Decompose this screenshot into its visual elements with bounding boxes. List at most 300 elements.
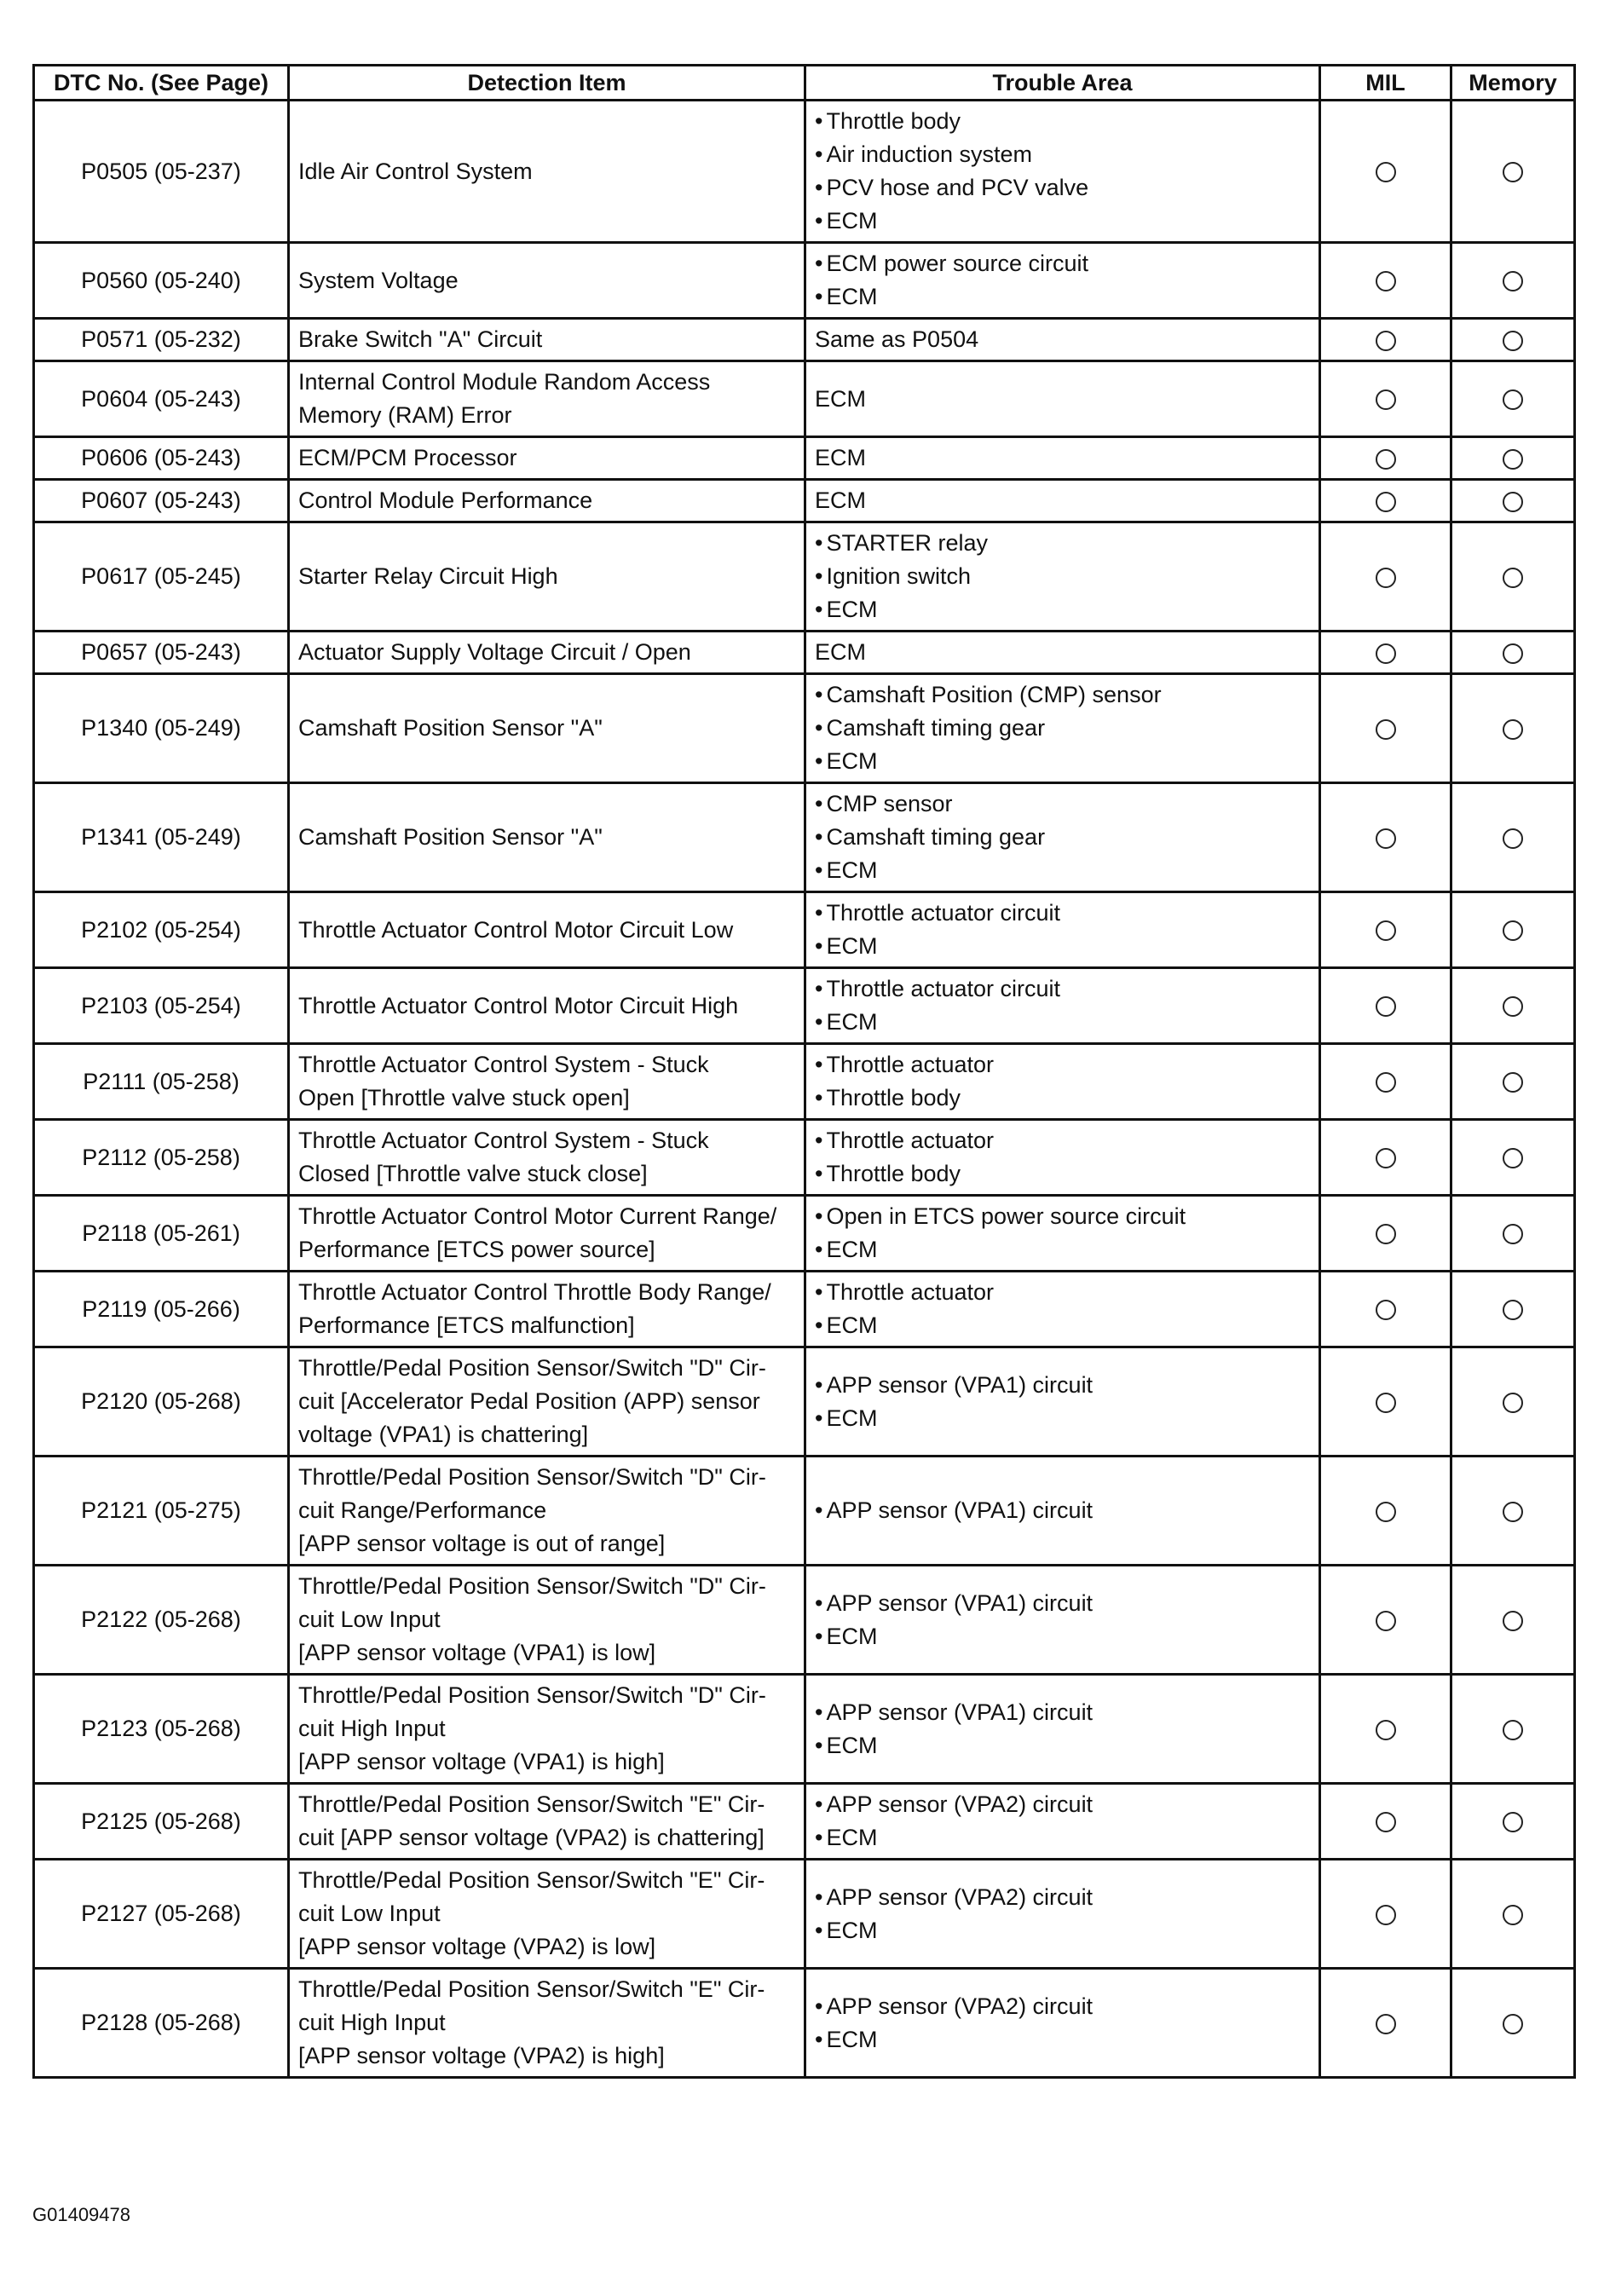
dtc-code-cell: P2103 (05-254) <box>34 968 289 1044</box>
mil-circle-icon <box>1376 331 1396 351</box>
detection-item-line: Camshaft Position Sensor "A" <box>298 715 603 741</box>
mil-cell <box>1320 243 1451 319</box>
header-row <box>34 66 1575 101</box>
trouble-area-text: APP sensor (VPA1) circuit <box>826 1699 1094 1725</box>
table-row <box>34 1969 1575 2078</box>
trouble-area-line <box>815 383 1310 416</box>
memory-circle-icon <box>1503 719 1523 740</box>
memory-circle-icon <box>1503 568 1523 588</box>
mil-circle-icon <box>1376 492 1396 512</box>
trouble-area-cell <box>805 101 1320 243</box>
trouble-area-line <box>815 930 1310 963</box>
table-row <box>34 783 1575 892</box>
dtc-code-cell: P2118 (05-261) <box>34 1196 289 1272</box>
detection-item-line: Throttle Actuator Control Throttle Body Range/ <box>298 1279 771 1305</box>
memory-circle-icon <box>1503 1502 1523 1522</box>
mil-circle-icon <box>1376 1611 1396 1631</box>
detection-item-cell <box>289 674 805 783</box>
memory-circle-icon <box>1503 389 1523 410</box>
mil-cell <box>1320 1457 1451 1566</box>
memory-circle-icon <box>1503 1072 1523 1093</box>
table-row <box>34 480 1575 522</box>
memory-circle-icon <box>1503 1611 1523 1631</box>
trouble-area-text: Throttle body <box>826 1161 961 1186</box>
mil-cell <box>1320 1120 1451 1196</box>
table-row <box>34 892 1575 968</box>
trouble-area-text: Ignition switch <box>826 563 972 589</box>
mil-circle-icon <box>1376 1224 1396 1244</box>
trouble-area-text: ECM <box>826 597 878 622</box>
memory-cell <box>1451 1566 1575 1675</box>
detection-item-line: Actuator Supply Voltage Circuit / Open <box>298 639 691 665</box>
trouble-area-text: ECM <box>826 208 878 234</box>
detection-item-line: Closed [Throttle valve stuck close] <box>298 1161 648 1186</box>
memory-circle-icon <box>1503 271 1523 291</box>
trouble-area-text: Same as P0504 <box>815 326 979 352</box>
trouble-area-text: ECM <box>826 1732 878 1758</box>
bullet-icon: • <box>815 1623 823 1649</box>
memory-circle-icon <box>1503 828 1523 849</box>
dtc-code-cell: P1340 (05-249) <box>34 674 289 783</box>
bullet-icon: • <box>815 748 823 774</box>
header-mil: MIL <box>1320 66 1451 101</box>
detection-item-line: Throttle/Pedal Position Sensor/Switch "E" Cir- <box>298 1976 765 2002</box>
trouble-area-line <box>815 1124 1310 1157</box>
trouble-area-line <box>815 441 1310 475</box>
dtc-code-cell: P2111 (05-258) <box>34 1044 289 1120</box>
memory-cell <box>1451 319 1575 361</box>
memory-cell <box>1451 1860 1575 1969</box>
detection-item-line: Throttle Actuator Control Motor Current Range/ <box>298 1203 777 1229</box>
trouble-area-line <box>815 821 1310 854</box>
trouble-area-cell <box>805 1196 1320 1272</box>
detection-item-line: Memory (RAM) Error <box>298 402 512 428</box>
trouble-area-text: ECM <box>826 1312 878 1338</box>
detection-item-line: cuit High Input <box>298 2010 446 2035</box>
table-row <box>34 1044 1575 1120</box>
trouble-area-text: CMP sensor <box>826 791 953 816</box>
trouble-area-line <box>815 1048 1310 1082</box>
mil-cell <box>1320 480 1451 522</box>
detection-item-line: Throttle/Pedal Position Sensor/Switch "E" Cir- <box>298 1867 765 1893</box>
mil-cell <box>1320 437 1451 480</box>
detection-item-line: Throttle/Pedal Position Sensor/Switch "E" Cir- <box>298 1791 765 1817</box>
memory-cell <box>1451 1272 1575 1347</box>
table-row <box>34 361 1575 437</box>
bullet-icon: • <box>815 530 823 556</box>
detection-item-line: ECM/PCM Processor <box>298 445 517 470</box>
trouble-area-text: Camshaft timing gear <box>826 715 1046 741</box>
memory-circle-icon <box>1503 1720 1523 1740</box>
trouble-area-text: APP sensor (VPA1) circuit <box>826 1589 1094 1616</box>
detection-item-line: [APP sensor voltage (VPA2) is high] <box>298 2043 665 2068</box>
mil-circle-icon <box>1376 719 1396 740</box>
bullet-icon: • <box>815 1052 823 1077</box>
bullet-icon: • <box>815 1917 823 1943</box>
dtc-code-cell: P2102 (05-254) <box>34 892 289 968</box>
memory-cell <box>1451 361 1575 437</box>
detection-item-cell <box>289 437 805 480</box>
trouble-area-line <box>815 2023 1310 2057</box>
trouble-area-text: ECM <box>826 1009 878 1035</box>
table-body <box>34 101 1575 2078</box>
trouble-area-cell <box>805 361 1320 437</box>
table-row <box>34 1457 1575 1566</box>
trouble-area-cell <box>805 522 1320 632</box>
bullet-icon: • <box>815 682 823 707</box>
detection-item-line: Open [Throttle valve stuck open] <box>298 1085 630 1111</box>
trouble-area-line <box>815 1402 1310 1435</box>
trouble-area-line <box>815 1233 1310 1266</box>
mil-cell <box>1320 892 1451 968</box>
table-row <box>34 437 1575 480</box>
table-row <box>34 1120 1575 1196</box>
memory-cell <box>1451 892 1575 968</box>
header-trouble-area: Trouble Area <box>805 66 1320 101</box>
dtc-code-cell: P2128 (05-268) <box>34 1969 289 2078</box>
mil-cell <box>1320 1860 1451 1969</box>
dtc-code-cell: P2120 (05-268) <box>34 1347 289 1457</box>
dtc-code-cell: P1341 (05-249) <box>34 783 289 892</box>
trouble-area-cell <box>805 1347 1320 1457</box>
detection-item-cell <box>289 1675 805 1784</box>
detection-item-cell <box>289 319 805 361</box>
detection-item-line: Idle Air Control System <box>298 158 533 184</box>
trouble-area-text: Throttle body <box>826 1085 961 1111</box>
bullet-icon: • <box>815 933 823 959</box>
trouble-area-text: Camshaft timing gear <box>826 824 1046 850</box>
trouble-area-line <box>815 1914 1310 1947</box>
detection-item-cell <box>289 243 805 319</box>
detection-item-cell <box>289 1272 805 1347</box>
trouble-area-line <box>815 1620 1310 1653</box>
table-row <box>34 632 1575 674</box>
mil-cell <box>1320 1272 1451 1347</box>
mil-circle-icon <box>1376 1148 1396 1168</box>
memory-cell <box>1451 674 1575 783</box>
detection-item-line: Internal Control Module Random Access <box>298 369 711 395</box>
memory-cell <box>1451 632 1575 674</box>
dtc-code-cell: P0607 (05-243) <box>34 480 289 522</box>
detection-item-cell <box>289 892 805 968</box>
trouble-area-cell <box>805 1044 1320 1120</box>
bullet-icon: • <box>815 857 823 883</box>
detection-item-line: [APP sensor voltage (VPA2) is low] <box>298 1934 656 1959</box>
detection-item-line: Throttle/Pedal Position Sensor/Switch "D" Cir- <box>298 1355 766 1381</box>
memory-circle-icon <box>1503 920 1523 941</box>
memory-circle-icon <box>1503 1300 1523 1320</box>
memory-cell <box>1451 437 1575 480</box>
trouble-area-text: ECM power source circuit <box>826 251 1089 276</box>
detection-item-line: Camshaft Position Sensor "A" <box>298 824 603 850</box>
trouble-area-line <box>815 171 1310 205</box>
trouble-area-cell <box>805 632 1320 674</box>
trouble-area-line <box>815 1821 1310 1855</box>
mil-cell <box>1320 361 1451 437</box>
mil-circle-icon <box>1376 568 1396 588</box>
trouble-area-text: Throttle actuator <box>826 1128 995 1153</box>
bullet-icon: • <box>815 2026 823 2052</box>
trouble-area-line <box>815 1200 1310 1233</box>
trouble-area-line <box>815 1587 1310 1620</box>
memory-circle-icon <box>1503 162 1523 182</box>
detection-item-line: Brake Switch "A" Circuit <box>298 326 543 352</box>
bullet-icon: • <box>815 1884 823 1910</box>
bullet-icon: • <box>815 976 823 1001</box>
dtc-code-cell: P0604 (05-243) <box>34 361 289 437</box>
bullet-icon: • <box>815 108 823 134</box>
detection-item-line: cuit Low Input <box>298 1607 441 1632</box>
memory-cell <box>1451 1457 1575 1566</box>
memory-cell <box>1451 1120 1575 1196</box>
dtc-code-cell: P2123 (05-268) <box>34 1675 289 1784</box>
table-row <box>34 1566 1575 1675</box>
memory-circle-icon <box>1503 449 1523 470</box>
trouble-area-cell <box>805 783 1320 892</box>
detection-item-line: [APP sensor voltage (VPA1) is high] <box>298 1749 665 1774</box>
header-dtc-no: DTC No. (See Page) <box>34 66 289 101</box>
trouble-area-cell <box>805 968 1320 1044</box>
memory-circle-icon <box>1503 996 1523 1017</box>
table-row <box>34 1784 1575 1860</box>
detection-item-line: Throttle Actuator Control System - Stuck <box>298 1052 709 1077</box>
trouble-area-text: APP sensor (VPA2) circuit <box>826 1884 1094 1910</box>
trouble-area-line <box>815 787 1310 821</box>
trouble-area-line <box>815 205 1310 238</box>
mil-cell <box>1320 1196 1451 1272</box>
trouble-area-line <box>815 1990 1310 2023</box>
dtc-code-cell: P2119 (05-266) <box>34 1272 289 1347</box>
memory-cell <box>1451 783 1575 892</box>
mil-cell <box>1320 1784 1451 1860</box>
trouble-area-cell <box>805 1784 1320 1860</box>
detection-item-line: Throttle/Pedal Position Sensor/Switch "D" Cir- <box>298 1573 766 1599</box>
detection-item-cell <box>289 522 805 632</box>
table-row <box>34 319 1575 361</box>
bullet-icon: • <box>815 251 823 276</box>
dtc-code-cell: P2125 (05-268) <box>34 1784 289 1860</box>
trouble-area-text: Throttle actuator circuit <box>826 976 1061 1001</box>
trouble-area-text: ECM <box>815 385 866 412</box>
detection-item-cell <box>289 968 805 1044</box>
table-row <box>34 1196 1575 1272</box>
bullet-icon: • <box>815 1203 823 1229</box>
mil-circle-icon <box>1376 1393 1396 1413</box>
memory-cell <box>1451 1196 1575 1272</box>
memory-circle-icon <box>1503 643 1523 664</box>
bullet-icon: • <box>815 1589 823 1616</box>
bullet-icon: • <box>815 284 823 309</box>
detection-item-line: Starter Relay Circuit High <box>298 563 558 589</box>
detection-item-cell <box>289 1044 805 1120</box>
trouble-area-text: APP sensor (VPA1) circuit <box>826 1371 1094 1398</box>
mil-circle-icon <box>1376 389 1396 410</box>
dtc-code-cell: P0571 (05-232) <box>34 319 289 361</box>
memory-cell <box>1451 480 1575 522</box>
trouble-area-text: Air induction system <box>826 141 1033 167</box>
detection-item-cell <box>289 1860 805 1969</box>
trouble-area-line <box>815 897 1310 930</box>
memory-circle-icon <box>1503 2014 1523 2034</box>
mil-circle-icon <box>1376 271 1396 291</box>
detection-item-cell <box>289 361 805 437</box>
memory-cell <box>1451 1784 1575 1860</box>
detection-item-cell <box>289 1347 805 1457</box>
trouble-area-text: Throttle actuator <box>826 1279 995 1305</box>
trouble-area-cell <box>805 480 1320 522</box>
table-row <box>34 522 1575 632</box>
mil-circle-icon <box>1376 920 1396 941</box>
detection-item-line: Performance [ETCS malfunction] <box>298 1312 635 1338</box>
mil-cell <box>1320 1969 1451 2078</box>
trouble-area-text: ECM <box>826 1623 878 1649</box>
mil-cell <box>1320 674 1451 783</box>
detection-item-line: [APP sensor voltage is out of range] <box>298 1531 666 1556</box>
mil-circle-icon <box>1376 1502 1396 1522</box>
table-row <box>34 1675 1575 1784</box>
dtc-table <box>32 64 1576 2079</box>
trouble-area-text: Open in ETCS power source circuit <box>826 1203 1186 1229</box>
trouble-area-line <box>815 484 1310 517</box>
detection-item-line: Throttle/Pedal Position Sensor/Switch "D" Cir- <box>298 1464 766 1490</box>
detection-item-line: System Voltage <box>298 267 459 293</box>
trouble-area-cell <box>805 1120 1320 1196</box>
table-header <box>34 66 1575 101</box>
trouble-area-text: ECM <box>826 1917 878 1943</box>
figure-id: G01409478 <box>32 2204 130 2225</box>
detection-item-cell <box>289 1566 805 1675</box>
mil-circle-icon <box>1376 1905 1396 1925</box>
memory-cell <box>1451 243 1575 319</box>
bullet-icon: • <box>815 1371 823 1398</box>
trouble-area-text: APP sensor (VPA2) circuit <box>826 1791 1094 1817</box>
bullet-icon: • <box>815 1497 823 1523</box>
memory-cell <box>1451 1969 1575 2078</box>
mil-circle-icon <box>1376 1072 1396 1093</box>
detection-item-cell <box>289 632 805 674</box>
mil-cell <box>1320 1566 1451 1675</box>
mil-circle-icon <box>1376 162 1396 182</box>
trouble-area-line <box>815 323 1310 356</box>
trouble-area-cell <box>805 674 1320 783</box>
memory-circle-icon <box>1503 1148 1523 1168</box>
bullet-icon: • <box>815 597 823 622</box>
trouble-area-line <box>815 247 1310 280</box>
bullet-icon: • <box>815 1085 823 1111</box>
memory-circle-icon <box>1503 331 1523 351</box>
detection-item-cell <box>289 1784 805 1860</box>
bullet-icon: • <box>815 1825 823 1850</box>
detection-item-line: Throttle Actuator Control Motor Circuit High <box>298 992 739 1018</box>
trouble-area-text: ECM <box>826 1825 878 1850</box>
mil-circle-icon <box>1376 643 1396 664</box>
trouble-area-line <box>815 678 1310 712</box>
trouble-area-line <box>815 745 1310 778</box>
bullet-icon: • <box>815 715 823 741</box>
trouble-area-line <box>815 636 1310 669</box>
trouble-area-text: Throttle actuator circuit <box>826 900 1061 926</box>
table-row <box>34 1860 1575 1969</box>
trouble-area-text: ECM <box>815 487 866 513</box>
bullet-icon: • <box>815 563 823 589</box>
bullet-icon: • <box>815 824 823 850</box>
trouble-area-line <box>815 1006 1310 1039</box>
bullet-icon: • <box>815 1279 823 1305</box>
mil-circle-icon <box>1376 449 1396 470</box>
trouble-area-line <box>815 1369 1310 1402</box>
trouble-area-text: Throttle body <box>826 108 961 134</box>
bullet-icon: • <box>815 1791 823 1817</box>
trouble-area-text: ECM <box>815 639 866 665</box>
trouble-area-line <box>815 593 1310 626</box>
table-row <box>34 1272 1575 1347</box>
detection-item-line: Performance [ETCS power source] <box>298 1237 655 1262</box>
mil-cell <box>1320 522 1451 632</box>
table-row <box>34 674 1575 783</box>
dtc-code-cell: P2127 (05-268) <box>34 1860 289 1969</box>
detection-item-cell <box>289 101 805 243</box>
detection-item-line: cuit High Input <box>298 1716 446 1741</box>
table-row <box>34 1347 1575 1457</box>
trouble-area-line <box>815 1082 1310 1115</box>
bullet-icon: • <box>815 1161 823 1186</box>
memory-cell <box>1451 101 1575 243</box>
mil-cell <box>1320 1675 1451 1784</box>
detection-item-line: Throttle/Pedal Position Sensor/Switch "D" Cir- <box>298 1682 766 1708</box>
bullet-icon: • <box>815 1699 823 1725</box>
dtc-code-cell: P0560 (05-240) <box>34 243 289 319</box>
trouble-area-cell <box>805 243 1320 319</box>
detection-item-cell <box>289 783 805 892</box>
memory-cell <box>1451 522 1575 632</box>
trouble-area-text: PCV hose and PCV valve <box>826 175 1089 200</box>
bullet-icon: • <box>815 175 823 200</box>
trouble-area-line <box>815 712 1310 745</box>
trouble-area-text: APP sensor (VPA2) circuit <box>826 1993 1094 2019</box>
table-row <box>34 101 1575 243</box>
memory-cell <box>1451 1347 1575 1457</box>
trouble-area-text: ECM <box>815 445 866 470</box>
bullet-icon: • <box>815 1312 823 1338</box>
trouble-area-cell <box>805 437 1320 480</box>
detection-item-line: Throttle Actuator Control System - Stuck <box>298 1128 709 1153</box>
bullet-icon: • <box>815 141 823 167</box>
dtc-code-cell: P0617 (05-245) <box>34 522 289 632</box>
trouble-area-text: Throttle actuator <box>826 1052 995 1077</box>
trouble-area-cell <box>805 1566 1320 1675</box>
trouble-area-line <box>815 1494 1310 1527</box>
mil-circle-icon <box>1376 828 1396 849</box>
table-row <box>34 243 1575 319</box>
trouble-area-line <box>815 527 1310 560</box>
detection-item-line: cuit Range/Performance <box>298 1497 547 1523</box>
trouble-area-line <box>815 1729 1310 1762</box>
header-memory: Memory <box>1451 66 1575 101</box>
trouble-area-text: STARTER relay <box>826 530 988 556</box>
memory-cell <box>1451 968 1575 1044</box>
trouble-area-cell <box>805 1457 1320 1566</box>
trouble-area-cell <box>805 1272 1320 1347</box>
trouble-area-line <box>815 560 1310 593</box>
memory-circle-icon <box>1503 1224 1523 1244</box>
memory-circle-icon <box>1503 1812 1523 1832</box>
trouble-area-line <box>815 972 1310 1006</box>
header-detection-item: Detection Item <box>289 66 805 101</box>
mil-cell <box>1320 1347 1451 1457</box>
mil-cell <box>1320 1044 1451 1120</box>
trouble-area-line <box>815 1309 1310 1342</box>
mil-circle-icon <box>1376 996 1396 1017</box>
